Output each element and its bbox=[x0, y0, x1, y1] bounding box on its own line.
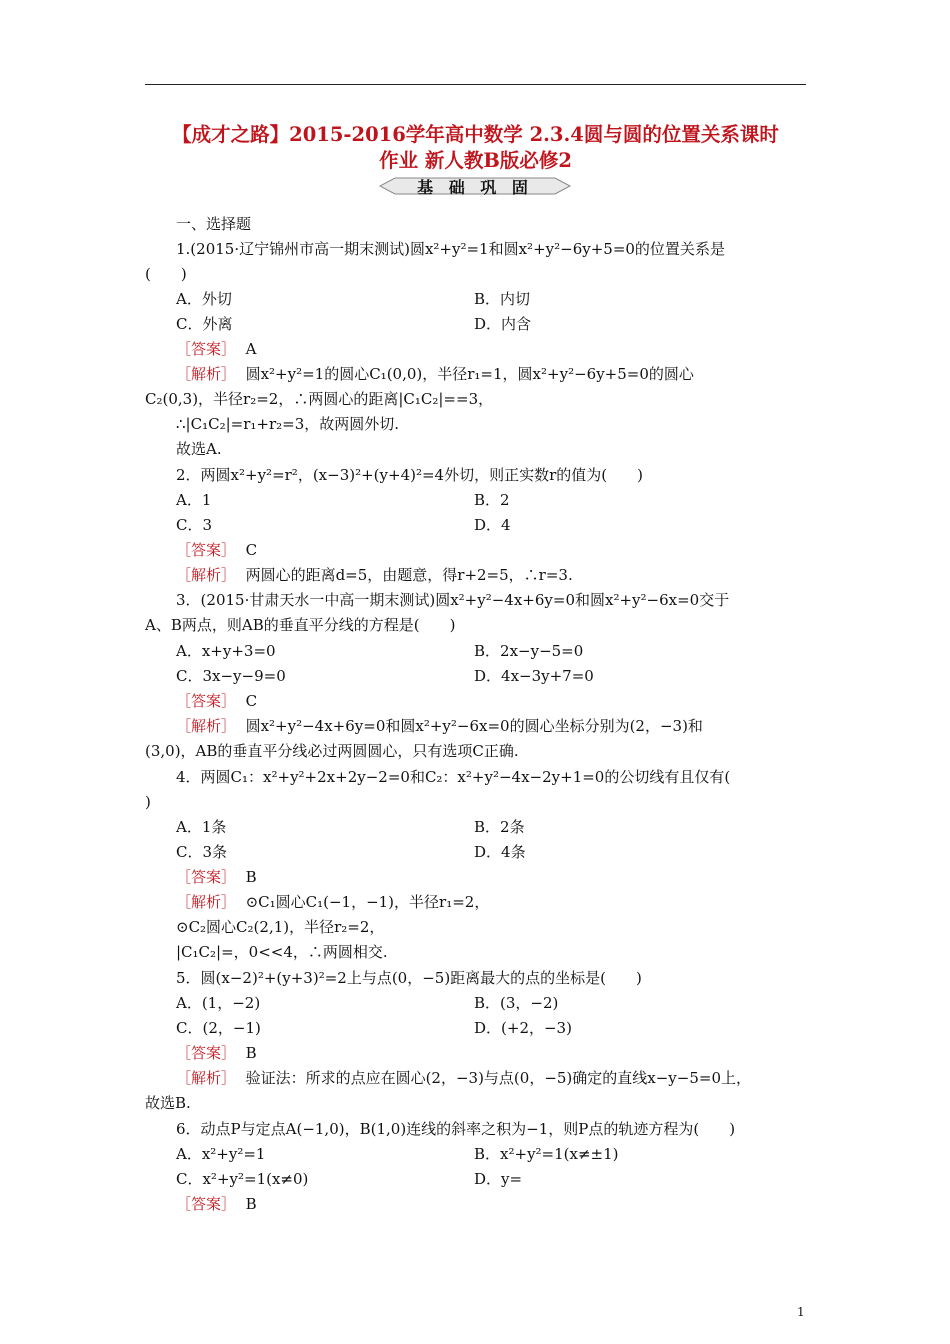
q4-option-c: C．3条 bbox=[176, 843, 228, 861]
q5-option-a: A．(1，−2) bbox=[176, 994, 261, 1012]
q6-option-a: A．x²+y²=1 bbox=[176, 1145, 266, 1163]
q1-stem-cont: ( ) bbox=[145, 265, 187, 283]
q3-answer bbox=[176, 691, 257, 711]
q5-explanation bbox=[176, 1068, 751, 1088]
q4-answer bbox=[176, 867, 257, 887]
q1-explanation-line: C₂(0,3)，半径r₂=2，∴两圆心的距离|C₁C₂|==3， bbox=[145, 390, 494, 408]
q1-option-a: A．外切 bbox=[176, 290, 232, 308]
q3-option-d: D．4x−3y+7=0 bbox=[474, 667, 594, 685]
section-heading: 一、选择题 bbox=[176, 215, 252, 233]
q2-option-c: C．3 bbox=[176, 516, 213, 534]
explanation-text: 两圆心的距离d=5，由题意，得r+2=5，∴r=3. bbox=[245, 566, 573, 584]
explanation-text: 圆x²+y²=1的圆心C₁(0,0)，半径r₁=1，圆x²+y²−6y+5=0的圆心 bbox=[245, 365, 694, 383]
q5-explanation-line: 故选B. bbox=[145, 1094, 191, 1112]
answer-tag: ［答案］ bbox=[176, 1044, 237, 1062]
q1-option-d: D．内含 bbox=[474, 315, 532, 333]
q1-explanation-line: ∴|C₁C₂|=r₁+r₂=3，故两圆外切. bbox=[176, 415, 400, 433]
q6-answer bbox=[176, 1194, 257, 1214]
q6-stem: 6．动点P与定点A(−1,0)，B(1,0)连线的斜率之积为−1，则P点的轨迹方程为( ) bbox=[176, 1120, 736, 1138]
answer-tag: ［答案］ bbox=[176, 541, 237, 559]
q2-option-d: D．4 bbox=[474, 516, 511, 534]
answer-value: B bbox=[245, 1044, 257, 1062]
answer-value: C bbox=[245, 541, 258, 559]
q3-stem: 3．(2015·甘肃天水一中高一期末测试)圆x²+y²−4x+6y=0和圆x²+y²−6x=0交于 bbox=[176, 591, 730, 609]
q4-option-b: B．2条 bbox=[474, 818, 525, 836]
page-number: 1 bbox=[797, 1305, 805, 1319]
q4-explanation-line: |C₁C₂|=，0<<4，∴两圆相交. bbox=[176, 943, 388, 961]
q4-explanation-line: ⊙C₂圆心C₂(2,1)，半径r₂=2， bbox=[176, 918, 385, 936]
q1-stem: 1.(2015·辽宁锦州市高一期末测试)圆x²+y²=1和圆x²+y²−6y+5=0的位置关系是 bbox=[176, 240, 725, 258]
explanation-tag: ［解析］ bbox=[176, 1069, 237, 1087]
explanation-text: 验证法：所求的点应在圆心(2，−3)与点(0，−5)确定的直线x−y−5=0上， bbox=[245, 1069, 752, 1087]
q1-answer bbox=[176, 339, 256, 359]
q5-answer bbox=[176, 1043, 257, 1063]
q4-explanation bbox=[176, 892, 489, 912]
q3-option-a: A．x+y+3=0 bbox=[176, 642, 276, 660]
q5-option-c: C．(2，−1) bbox=[176, 1019, 261, 1037]
q2-stem: 2．两圆x²+y²=r²，(x−3)²+(y+4)²=4外切，则正实数r的值为( ) bbox=[176, 466, 643, 484]
answer-value: C bbox=[245, 692, 258, 710]
q5-option-b: B．(3，−2) bbox=[474, 994, 559, 1012]
explanation-text: 圆x²+y²−4x+6y=0和圆x²+y²−6x=0的圆心坐标分别为(2，−3)和 bbox=[245, 717, 703, 735]
explanation-tag: ［解析］ bbox=[176, 717, 237, 735]
q6-option-c: C．x²+y²=1(x≠0) bbox=[176, 1170, 309, 1188]
answer-tag: ［答案］ bbox=[176, 340, 237, 358]
q3-explanation bbox=[176, 716, 703, 736]
answer-tag: ［答案］ bbox=[176, 868, 237, 886]
explanation-tag: ［解析］ bbox=[176, 566, 237, 584]
answer-tag: ［答案］ bbox=[176, 1195, 237, 1213]
q1-option-b: B．内切 bbox=[474, 290, 531, 308]
title-line-2: 作业 新人教B版必修2 bbox=[379, 149, 572, 172]
q6-option-d: D．y= bbox=[474, 1170, 523, 1188]
q3-stem-cont: A、B两点，则AB的垂直平分线的方程是( ) bbox=[145, 616, 456, 634]
header-rule bbox=[145, 84, 806, 85]
answer-value: B bbox=[245, 1195, 257, 1213]
answer-tag: ［答案］ bbox=[176, 692, 237, 710]
q1-explanation-line: 故选A. bbox=[176, 440, 222, 458]
q4-option-d: D．4条 bbox=[474, 843, 526, 861]
q1-option-c: C．外离 bbox=[176, 315, 233, 333]
section-banner bbox=[375, 174, 575, 198]
q4-stem-cont: ) bbox=[145, 793, 151, 811]
explanation-tag: ［解析］ bbox=[176, 365, 237, 383]
q2-option-a: A．1 bbox=[176, 491, 212, 509]
q3-option-b: B．2x−y−5=0 bbox=[474, 642, 584, 660]
answer-value: B bbox=[245, 868, 257, 886]
explanation-text: ⊙C₁圆心C₁(−1，−1)，半径r₁=2， bbox=[245, 893, 490, 911]
q2-explanation bbox=[176, 565, 573, 585]
q3-option-c: C．3x−y−9=0 bbox=[176, 667, 286, 685]
answer-value: A bbox=[245, 340, 257, 358]
q6-option-b: B．x²+y²=1(x≠±1) bbox=[474, 1145, 619, 1163]
q5-option-d: D．(+2，−3) bbox=[474, 1019, 572, 1037]
banner-label: 基 础 巩 固 bbox=[417, 178, 533, 197]
q4-option-a: A．1条 bbox=[176, 818, 227, 836]
explanation-tag: ［解析］ bbox=[176, 893, 237, 911]
q2-answer bbox=[176, 540, 257, 560]
title-line-1: 【成才之路】2015-2016学年高中数学 2.3.4圆与圆的位置关系课时 bbox=[172, 123, 779, 146]
document-title bbox=[145, 122, 806, 174]
q2-option-b: B．2 bbox=[474, 491, 510, 509]
q1-explanation bbox=[176, 364, 694, 384]
q3-explanation-line: (3,0)，AB的垂直平分线必过两圆圆心，只有选项C正确. bbox=[145, 742, 519, 760]
q5-stem: 5．圆(x−2)²+(y+3)²=2上与点(0，−5)距离最大的点的坐标是( ) bbox=[176, 969, 642, 987]
q4-stem: 4．两圆C₁：x²+y²+2x+2y−2=0和C₂：x²+y²−4x−2y+1=0的公切线有且仅有( bbox=[176, 768, 731, 786]
